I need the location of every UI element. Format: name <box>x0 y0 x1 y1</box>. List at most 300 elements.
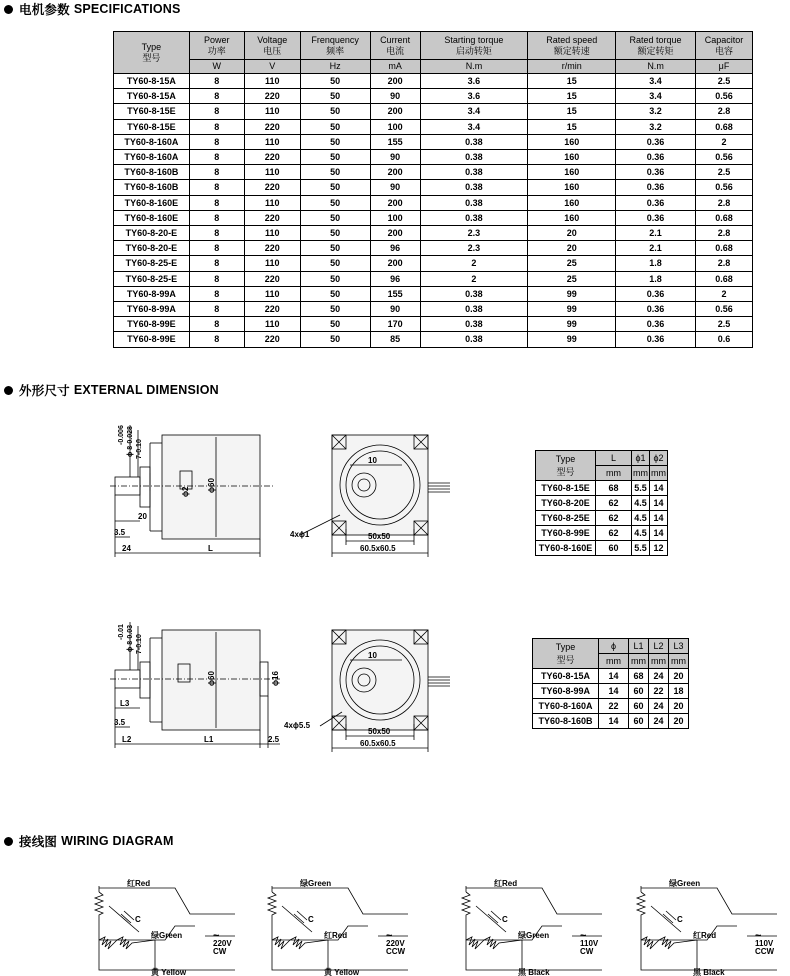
table-cell: TY60-8-99A <box>533 684 599 699</box>
table-cell: 4.5 <box>632 511 650 526</box>
dim-header-label: L2 <box>653 640 664 651</box>
table-cell: 220 <box>244 89 300 104</box>
table-cell: 85 <box>370 332 420 347</box>
side-view-drawing-2 <box>110 622 290 757</box>
table-cell: TY60-8-15E <box>536 481 596 496</box>
spec-header-en: Starting torque <box>444 34 504 45</box>
wire-middle-label: 绿Green <box>151 931 183 940</box>
table-cell: 8 <box>189 317 244 332</box>
capacitor-label: C <box>677 915 683 924</box>
hole-pitch-label: 50x50 <box>368 532 391 541</box>
table-cell: 15 <box>528 119 616 134</box>
table-cell: 220 <box>244 241 300 256</box>
table-cell: 5.5 <box>632 541 650 556</box>
direction-label: CCW <box>386 947 406 956</box>
spec-unit-cell: μF <box>695 60 752 74</box>
spec-header-cell <box>695 32 752 60</box>
table-row <box>114 195 753 210</box>
table-cell: 50 <box>300 74 370 89</box>
table-cell: 60 <box>629 714 649 729</box>
table-cell: TY60-8-99E <box>114 317 190 332</box>
table-cell: 110 <box>244 317 300 332</box>
table-cell: TY60-8-15A <box>114 74 190 89</box>
table-row <box>114 256 753 271</box>
table-cell: 8 <box>189 286 244 301</box>
table-cell: 8 <box>189 165 244 180</box>
table-cell: 8 <box>189 226 244 241</box>
table-row <box>114 165 753 180</box>
table-cell: 14 <box>650 496 668 511</box>
wire-top-label: 绿Green <box>300 879 332 888</box>
table-cell: 99 <box>528 317 616 332</box>
table-row <box>536 496 668 511</box>
table-cell: 20 <box>669 699 689 714</box>
table-row <box>114 150 753 165</box>
table-cell: 8 <box>189 89 244 104</box>
shaft-diameter-label: ϕ 8-0.028 <box>127 426 134 457</box>
table-cell: 0.36 <box>616 302 696 317</box>
table-row <box>114 180 753 195</box>
table-cell: 200 <box>370 226 420 241</box>
table-cell: 8 <box>189 256 244 271</box>
table-cell: 50 <box>300 195 370 210</box>
table-cell: TY60-8-160E <box>114 210 190 225</box>
table-cell: 3.4 <box>616 74 696 89</box>
wiring-diagram-title-en: WIRING DIAGRAM <box>61 834 174 848</box>
table-cell: TY60-8-99E <box>536 526 596 541</box>
wiring-diagram-2 <box>268 876 418 976</box>
dim-header-label: L3 <box>673 640 684 651</box>
table-cell: 8 <box>189 210 244 225</box>
table-row <box>114 210 753 225</box>
key-tolerance-label-2: 7-0.10 <box>136 634 143 654</box>
dim-header-cell <box>629 639 649 654</box>
table-cell: 0.6 <box>695 332 752 347</box>
table-cell: 2.1 <box>616 241 696 256</box>
table-cell: 2.5 <box>695 317 752 332</box>
l3-label: L3 <box>120 699 130 708</box>
table-cell: 62 <box>596 496 632 511</box>
table-cell: 0.38 <box>420 210 528 225</box>
table-row <box>114 302 753 317</box>
dim-header-cell <box>596 451 632 466</box>
dim-header-cell <box>536 451 596 481</box>
spec-header-cn: 电流 <box>386 45 405 56</box>
spec-unit-cell: N.m <box>420 60 528 74</box>
direction-label: CCW <box>755 947 775 956</box>
table-cell: 0.68 <box>695 210 752 225</box>
wiring-diagram-4 <box>637 876 787 976</box>
table-cell: 0.56 <box>695 302 752 317</box>
spec-header-cn: 功率 <box>207 45 226 56</box>
table-cell: 2.1 <box>616 226 696 241</box>
table-cell: 50 <box>300 165 370 180</box>
outline-size-label-2: 60.5x60.5 <box>360 739 396 748</box>
table-cell: 14 <box>599 684 629 699</box>
table-cell: 0.36 <box>616 332 696 347</box>
table-cell: 14 <box>650 526 668 541</box>
spec-header-en: Rated speed <box>546 34 598 45</box>
table-cell: TY60-8-160A <box>114 134 190 149</box>
table-cell: 3.4 <box>420 104 528 119</box>
table-cell: 3.4 <box>420 119 528 134</box>
table-cell: 4.5 <box>632 496 650 511</box>
table-cell: 90 <box>370 302 420 317</box>
phi60-label: ϕ60 <box>207 478 216 493</box>
table-cell: 20 <box>669 669 689 684</box>
table-cell: 3.6 <box>420 74 528 89</box>
table-cell: 99 <box>528 302 616 317</box>
spec-header-en: Rated torque <box>629 34 682 45</box>
spec-header-cn: 启动转矩 <box>455 45 492 56</box>
table-cell: TY60-8-160B <box>114 165 190 180</box>
spec-header-cell <box>189 32 244 60</box>
table-row <box>533 714 689 729</box>
specifications-title-cn: 电机参数 <box>19 3 70 17</box>
table-cell: 14 <box>599 669 629 684</box>
wire-middle-label: 红Red <box>324 931 348 940</box>
wire-top-label: 绿Green <box>669 879 701 888</box>
table-cell: 20 <box>528 241 616 256</box>
l2-label: L2 <box>122 735 132 744</box>
table-row <box>536 541 668 556</box>
bullet-icon <box>4 386 13 395</box>
dim-header-label: Type <box>555 641 576 652</box>
table-cell: 2.8 <box>695 195 752 210</box>
table-cell: 2.8 <box>695 256 752 271</box>
table-cell: TY60-8-20-E <box>114 241 190 256</box>
specifications-table <box>113 31 753 348</box>
table-cell: 99 <box>528 286 616 301</box>
dim-header-cell <box>632 451 650 466</box>
table-row <box>536 526 668 541</box>
table-cell: TY60-8-20E <box>536 496 596 511</box>
dim-header-label: Type <box>555 453 576 464</box>
table-cell: 68 <box>596 481 632 496</box>
table-cell: 24 <box>649 714 669 729</box>
table-cell: 100 <box>370 119 420 134</box>
table-row <box>114 104 753 119</box>
body-length-label: L <box>208 544 213 553</box>
tail-length-label: 2.5 <box>268 735 280 744</box>
spec-header-en: Voltage <box>257 34 288 45</box>
table-cell: 2.8 <box>695 104 752 119</box>
dim-unit-cell: mm <box>632 466 650 481</box>
table-cell: 2.5 <box>695 74 752 89</box>
spec-header-cn: 额定转速 <box>553 45 590 56</box>
wiring-diagram-title <box>4 832 174 850</box>
spec-header-cn: 电容 <box>714 45 733 56</box>
table-cell: 62 <box>596 511 632 526</box>
bullet-icon <box>4 5 13 14</box>
bullet-icon <box>4 837 13 846</box>
table-row <box>114 332 753 347</box>
direction-label: CW <box>580 947 594 956</box>
phi60-label-2: ϕ60 <box>207 671 216 686</box>
spec-header-en: Frenquency <box>311 34 359 45</box>
table-cell: 3.6 <box>420 89 528 104</box>
spec-unit-cell: V <box>244 60 300 74</box>
spec-header-cell <box>244 32 300 60</box>
table-cell: 22 <box>599 699 629 714</box>
shaft-step-label: 3.5 <box>114 528 126 537</box>
table-cell: 50 <box>300 210 370 225</box>
table-cell: 0.38 <box>420 180 528 195</box>
table-cell: 160 <box>528 165 616 180</box>
table-cell: 8 <box>189 104 244 119</box>
table-cell: 0.38 <box>420 332 528 347</box>
table-cell: 50 <box>300 226 370 241</box>
dim-header-label: ϕ1 <box>635 452 646 463</box>
table-cell: 90 <box>370 89 420 104</box>
wire-bottom-label: 黑 Black <box>693 968 725 976</box>
table-row <box>536 511 668 526</box>
table-cell: 200 <box>370 165 420 180</box>
table-cell: 5.5 <box>632 481 650 496</box>
ac-symbol-icon: ~ <box>580 930 587 942</box>
table-cell: 2.5 <box>695 165 752 180</box>
capacitor-label: C <box>135 915 141 924</box>
dim-unit-cell: mm <box>596 466 632 481</box>
spec-header-en: Current <box>380 34 411 45</box>
dim-unit-cell: mm <box>629 654 649 669</box>
voltage-label: 110V <box>755 939 774 948</box>
table-cell: 110 <box>244 226 300 241</box>
table-cell: 0.36 <box>616 180 696 195</box>
spec-unit-cell: Hz <box>300 60 370 74</box>
table-cell: 0.56 <box>695 150 752 165</box>
spec-unit-cell: r/min <box>528 60 616 74</box>
table-cell: TY60-8-99A <box>114 302 190 317</box>
table-cell: 160 <box>528 180 616 195</box>
wiring-diagram-3 <box>462 876 612 976</box>
table-cell: TY60-8-15E <box>114 119 190 134</box>
table-cell: 99 <box>528 332 616 347</box>
table-row <box>114 286 753 301</box>
table-cell: 160 <box>528 195 616 210</box>
table-cell: TY60-8-25-E <box>114 271 190 286</box>
dim-header-cn: 型号 <box>556 466 575 477</box>
shaft-step-label-2: 3.5 <box>114 718 126 727</box>
shaft-length-label: 20 <box>138 512 147 521</box>
dim-header-cell <box>650 451 668 466</box>
table-cell: 0.38 <box>420 150 528 165</box>
specifications-title-en: SPECIFICATIONS <box>73 2 181 16</box>
table-cell: 220 <box>244 332 300 347</box>
table-cell: 0.36 <box>616 165 696 180</box>
table-cell: 155 <box>370 134 420 149</box>
wire-top-label: 红Red <box>494 879 518 888</box>
table-cell: 12 <box>650 541 668 556</box>
dim-unit-cell: mm <box>669 654 689 669</box>
direction-label: CW <box>213 947 227 956</box>
table-cell: 220 <box>244 180 300 195</box>
wire-bottom-label: 黑 Black <box>518 968 550 976</box>
dim-header-label: ϕ <box>610 640 617 651</box>
wiring-diagram-title-cn: 接线图 <box>19 835 58 849</box>
spec-header-en: Capacitor <box>704 34 744 45</box>
table-cell: 50 <box>300 332 370 347</box>
table-cell: 50 <box>300 317 370 332</box>
table-cell: TY60-8-160E <box>114 195 190 210</box>
dim-unit-cell: mm <box>649 654 669 669</box>
table-row <box>536 481 668 496</box>
table-cell: 14 <box>650 481 668 496</box>
table-cell: TY60-8-160A <box>533 699 599 714</box>
table-cell: 110 <box>244 104 300 119</box>
table-cell: 22 <box>649 684 669 699</box>
mounting-holes-label-2: 4xϕ5.5 <box>284 721 311 730</box>
table-cell: 8 <box>189 271 244 286</box>
table-cell: TY60-8-20-E <box>114 226 190 241</box>
mounting-holes-label: 4xϕ1 <box>290 530 310 539</box>
dim-unit-cell: mm <box>650 466 668 481</box>
table-cell: 160 <box>528 150 616 165</box>
table-cell: 2 <box>420 256 528 271</box>
spec-header-cn: 型号 <box>142 52 161 63</box>
table-cell: 3.2 <box>616 104 696 119</box>
table-cell: 20 <box>669 714 689 729</box>
table-cell: 50 <box>300 180 370 195</box>
spec-header-cell <box>616 32 696 60</box>
table-cell: 0.38 <box>420 165 528 180</box>
table-cell: 8 <box>189 241 244 256</box>
front-length-label: 24 <box>122 544 131 553</box>
table-cell: 8 <box>189 150 244 165</box>
table-cell: 8 <box>189 332 244 347</box>
table-cell: 0.68 <box>695 271 752 286</box>
spec-header-cn: 电压 <box>263 45 282 56</box>
flat-dimension-label-2: 10 <box>368 651 377 660</box>
shaft-diameter-label-2: ϕ 8-0.03 <box>127 624 134 652</box>
spec-header-cell <box>528 32 616 60</box>
table-cell: TY60-8-99A <box>114 286 190 301</box>
table-cell: 96 <box>370 271 420 286</box>
table-cell: 200 <box>370 256 420 271</box>
table-cell: 110 <box>244 74 300 89</box>
table-cell: 2.8 <box>695 226 752 241</box>
spec-unit-cell: N.m <box>616 60 696 74</box>
table-cell: 60 <box>596 541 632 556</box>
outline-size-label: 60.5x60.5 <box>360 544 396 553</box>
dim-header-cell <box>533 639 599 669</box>
table-cell: 220 <box>244 210 300 225</box>
front-view-drawing-2 <box>284 622 465 757</box>
spec-unit-cell: mA <box>370 60 420 74</box>
dim-header-cell <box>599 639 629 654</box>
spec-header-en: Power <box>204 34 230 45</box>
side-view-drawing-1 <box>110 425 280 565</box>
table-cell: 8 <box>189 74 244 89</box>
dim-header-label: ϕ2 <box>653 452 664 463</box>
table-row <box>114 226 753 241</box>
table-cell: 2.3 <box>420 241 528 256</box>
dim-header-cell <box>649 639 669 654</box>
dimension-table-2 <box>532 638 689 729</box>
tolerance-top-label-2: -0.01 <box>118 624 125 640</box>
dim-header-cell <box>669 639 689 654</box>
table-cell: 50 <box>300 104 370 119</box>
wire-middle-label: 红Red <box>693 931 717 940</box>
table-cell: 50 <box>300 302 370 317</box>
table-row <box>533 699 689 714</box>
table-cell: 50 <box>300 256 370 271</box>
table-cell: 0.38 <box>420 286 528 301</box>
spec-header-cell <box>370 32 420 60</box>
dim-header-label: L1 <box>633 640 644 651</box>
hole-pitch-label-2: 50x50 <box>368 727 391 736</box>
wire-bottom-label: 黄 Yellow <box>151 968 187 976</box>
table-cell: TY60-8-15A <box>114 89 190 104</box>
table-cell: 0.56 <box>695 180 752 195</box>
table-cell: 0.36 <box>616 134 696 149</box>
table-cell: 50 <box>300 150 370 165</box>
table-cell: TY60-8-25-E <box>114 256 190 271</box>
dim-header-cn: 型号 <box>556 654 575 665</box>
table-cell: 8 <box>189 302 244 317</box>
capacitor-label: C <box>502 915 508 924</box>
table-cell: 50 <box>300 286 370 301</box>
table-cell: TY60-8-99E <box>114 332 190 347</box>
wiring-diagram-1 <box>95 876 245 976</box>
wire-bottom-label: 黄 Yellow <box>324 968 360 976</box>
spec-header-cell <box>300 32 370 60</box>
table-cell: 60 <box>629 684 649 699</box>
table-row <box>114 119 753 134</box>
spec-unit-cell: W <box>189 60 244 74</box>
phi16-label: ϕ16 <box>271 671 280 686</box>
voltage-label: 220V <box>213 939 232 948</box>
dim-unit-cell: mm <box>599 654 629 669</box>
table-cell: 60 <box>629 699 649 714</box>
table-cell: 50 <box>300 134 370 149</box>
table-cell: 14 <box>650 511 668 526</box>
table-cell: 0.36 <box>616 286 696 301</box>
table-cell: 220 <box>244 119 300 134</box>
spec-header-cn: 额定转矩 <box>637 45 674 56</box>
flat-dimension-label: 10 <box>368 456 377 465</box>
voltage-label: 110V <box>580 939 599 948</box>
table-cell: 68 <box>629 669 649 684</box>
table-cell: 24 <box>649 669 669 684</box>
dimension-table-1 <box>535 450 668 556</box>
table-cell: 8 <box>189 180 244 195</box>
table-row <box>114 271 753 286</box>
table-cell: 8 <box>189 119 244 134</box>
table-row <box>533 669 689 684</box>
table-cell: 50 <box>300 271 370 286</box>
table-cell: 170 <box>370 317 420 332</box>
table-cell: 200 <box>370 195 420 210</box>
external-dimension-title <box>4 381 219 399</box>
table-cell: 100 <box>370 210 420 225</box>
ac-symbol-icon: ~ <box>755 930 762 942</box>
wire-middle-label: 绿Green <box>518 931 550 940</box>
table-cell: 220 <box>244 150 300 165</box>
table-cell: 96 <box>370 241 420 256</box>
table-cell: 220 <box>244 271 300 286</box>
table-cell: TY60-8-25E <box>536 511 596 526</box>
table-cell: 3.4 <box>616 89 696 104</box>
tolerance-top-label: -0.006 <box>118 425 125 445</box>
table-cell: 2 <box>695 286 752 301</box>
table-cell: 200 <box>370 104 420 119</box>
table-cell: TY60-8-15E <box>114 104 190 119</box>
wire-top-label: 红Red <box>127 879 151 888</box>
table-cell: 62 <box>596 526 632 541</box>
table-row <box>114 241 753 256</box>
table-cell: 0.38 <box>420 134 528 149</box>
